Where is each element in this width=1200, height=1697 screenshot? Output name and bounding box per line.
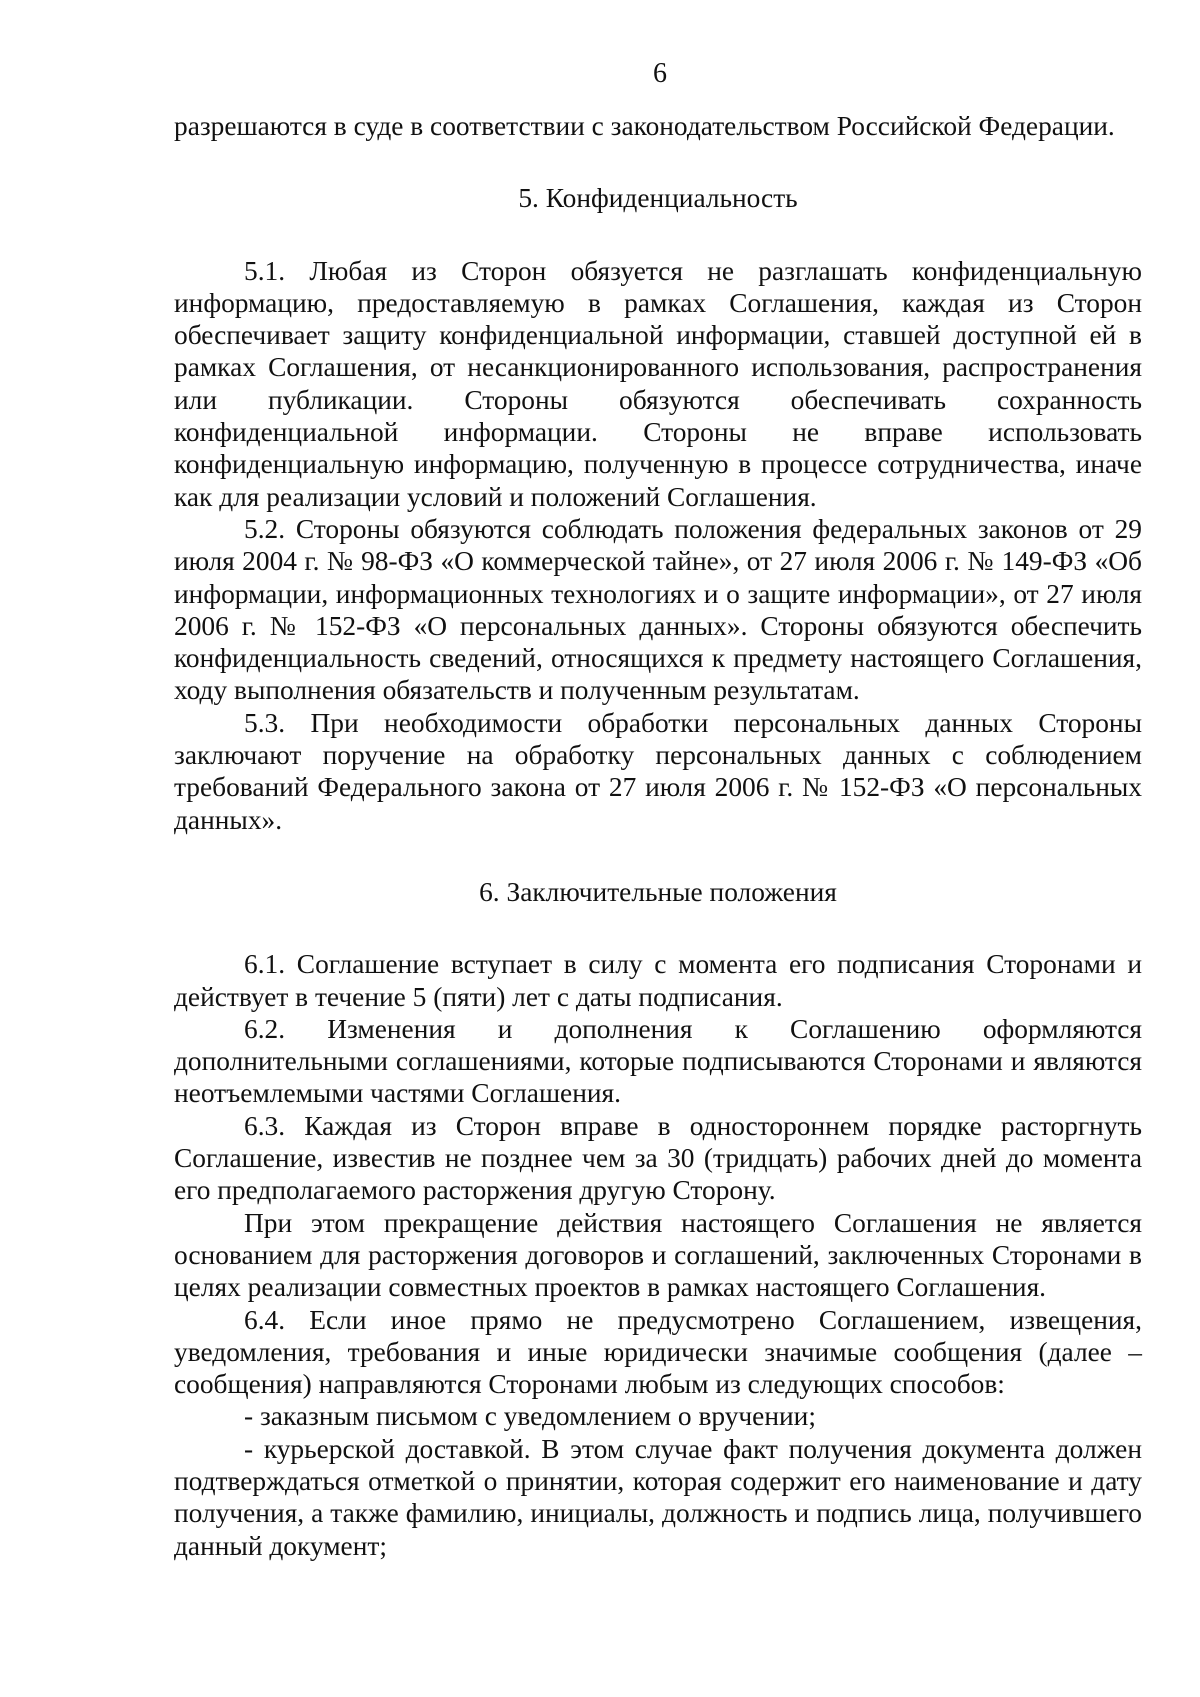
paragraph-6-1: 6.1. Соглашение вступает в силу с момента его подписания Сторонами и действует в течение 5 (пяти) лет с даты подписания.: [174, 949, 1142, 1012]
list-item-registered-mail: - заказным письмом с уведомлением о вручении;: [244, 1401, 816, 1432]
paragraph-6-3-continuation: При этом прекращение действия настоящего Соглашения не является основанием для расторжения договоров и соглашений, заключенных Сторонами в целях реализации совместных проектов в рамках настоящего Соглашения.: [174, 1207, 1142, 1303]
paragraph-6-3: 6.3. Каждая из Сторон вправе в одностороннем порядке расторгнуть Соглашение, известив не позднее чем за 30 (тридцать) рабочих дней до момента его предполагаемого расторжения другую Сторону.: [174, 1110, 1142, 1206]
section-title-final-provisions: 6. Заключительные положения: [479, 876, 837, 907]
paragraph-5-3: 5.3. При необходимости обработки персональных данных Стороны заключают поручение на обработку персональных данных с соблюдением требований Федерального закона от 27 июля 2006 г. № 152-ФЗ «О персональных данных».: [174, 707, 1142, 835]
paragraph-5-2: 5.2. Стороны обязуются соблюдать положения федеральных законов от 29 июля 2004 г. № 98-ФЗ «О коммерческой тайне», от 27 июля 2006 г. № 149-ФЗ «Об информации, информационных технологиях и о защите информации», от 27 июля 2006 г. № 152-ФЗ «О персональных данных». Стороны обязуются обеспечить конфиденциальность сведений, относящихся к предмету настоящего Соглашения, ходу выполнения обязательств и полученным результатам.: [174, 513, 1142, 706]
paragraph-continuation: разрешаются в суде в соответствии с законодательством Российской Федерации.: [174, 111, 1115, 141]
paragraph-6-2: 6.2. Изменения и дополнения к Соглашению оформляются дополнительными соглашениями, которые подписываются Сторонами и являются неотъемлемыми частями Соглашения.: [174, 1013, 1142, 1109]
section-title-confidentiality: 5. Конфиденциальность: [518, 183, 798, 214]
paragraph-6-4: 6.4. Если иное прямо не предусмотрено Соглашением, извещения, уведомления, требования и иные юридически значимые сообщения (далее – сообщения) направляются Сторонами любым из следующих способов:: [174, 1304, 1142, 1400]
list-item-courier-delivery: - курьерской доставкой. В этом случае факт получения документа должен подтверждаться отметкой о принятии, которая содержит его наименование и дату получения, а также фамилию, инициалы, должность и подпись лица, получившего данный документ;: [174, 1433, 1142, 1561]
document-body: [174, 110, 1142, 1562]
page-number: 6: [653, 58, 667, 89]
paragraph-5-1: 5.1. Любая из Сторон обязуется не разглашать конфиденциальную информацию, предоставляемую в рамках Соглашения, каждая из Сторон обеспечивает защиту конфиденциальной информации, ставшей доступной ей в рамках Соглашения, от несанкционированного использования, распространения или публикации. Стороны обязуются обеспечивать сохранность конфиденциальной информации. Стороны не вправе использовать конфиденциальную информацию, полученную в процессе сотрудничества, иначе как для реализации условий и положений Соглашения.: [174, 255, 1142, 512]
